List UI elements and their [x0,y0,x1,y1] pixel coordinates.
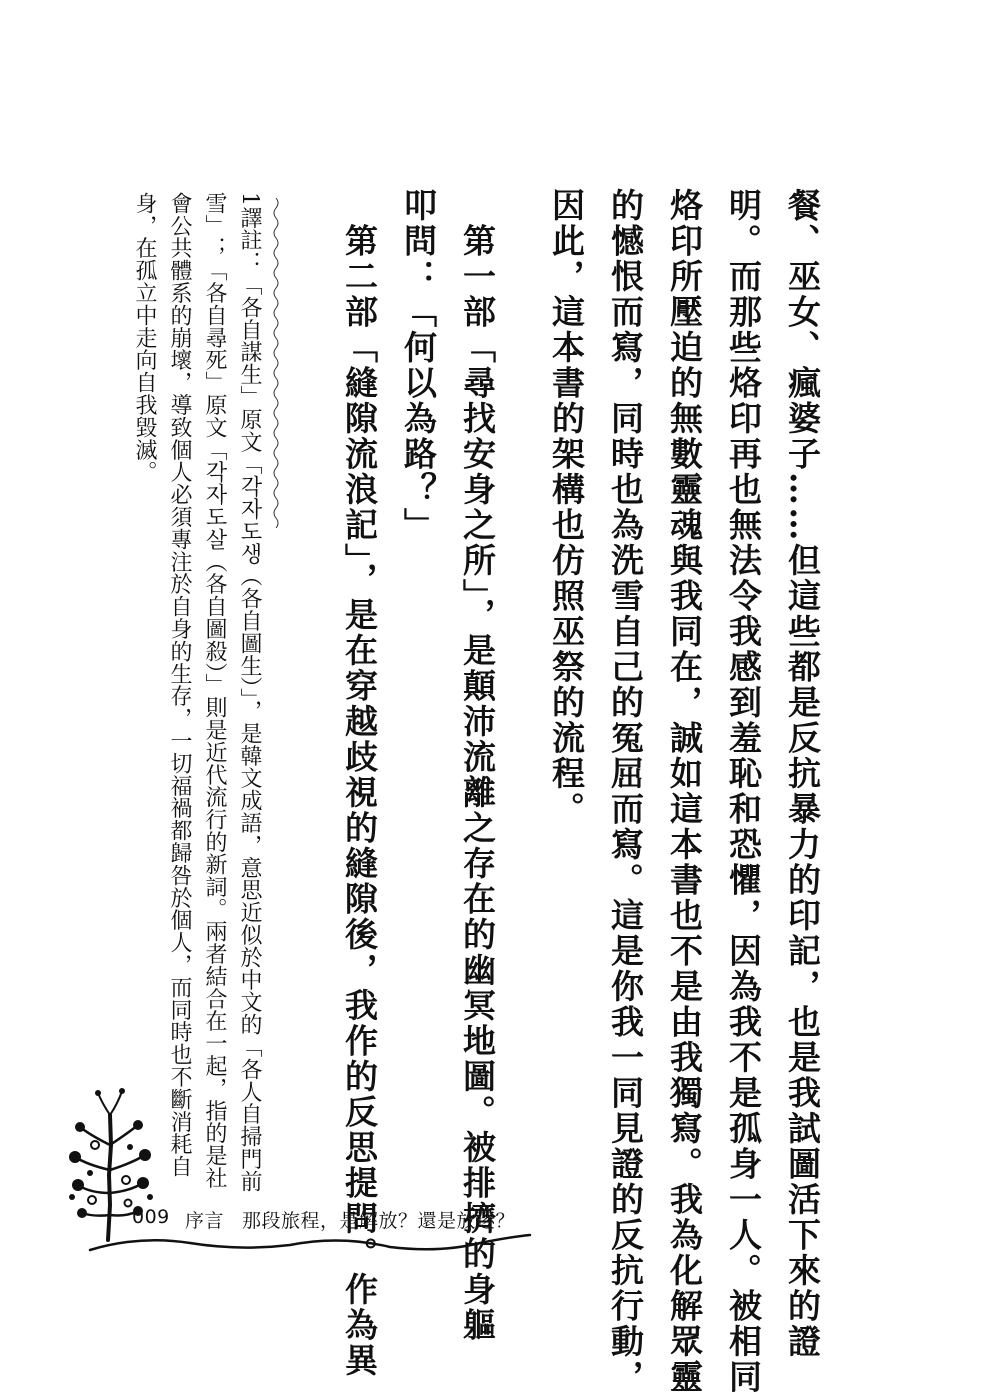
footnote-line-2: 雪」；「各自尋死」原文「각자도살（各自圖殺）」則是近代流行的新詞。兩者結合在一起，指的是社 [202,192,227,1189]
chapter-title: 那段旅程，是解放？還是放逐？ [242,1210,516,1232]
body-column-5: 因此，這本書的架構也仿照巫祭的流程。 [547,188,586,827]
body-column-6: 第一部「尋找安身之所」，是顛沛流離之存在的幽冥地圖。被排擠的身軀 [458,188,497,1343]
body-column-2: 明。而那些烙印再也無法令我感到羞恥和恐懼，因為我不是孤身一人。被相同 [724,188,763,1395]
section-label: 序言 [185,1210,225,1232]
body-column-1: 餐、巫女、瘋婆子……但這些都是反抗暴力的印記，也是我試圖活下來的證 [783,188,822,1360]
body-column-4: 的憾恨而寫，同時也為洗雪自己的冤屈而寫。這是你我一同見證的反抗行動， [606,188,645,1395]
footnote-line-4: 身，在孤立中走向自我毀滅。 [132,192,157,484]
running-head [185,1206,515,1233]
footnote-line-1: 1譯註：「各自謀生」原文「각자도생（各自圖生）」，是韓文成語，意思近似於中文的「各人自掃門前 [237,192,262,1193]
body-column-3: 烙印所壓迫的無數靈魂與我同在，誠如這本書也不是由我獨寫。我為化解眾靈 [665,188,704,1395]
body-column-7: 叩問：「何以為路？」 [399,188,438,543]
footnote-divider [270,198,282,528]
page-number: 009 [132,1206,170,1228]
tree-ornament-icon [60,1085,540,1285]
footnote-line-3: 會公共體系的崩壞，導致個人必須專注於自身的生存，一切福禍都歸咎於個人，而同時也不斷消耗自 [167,192,192,1178]
body-column-8: 第二部「縫隙流浪記」，是在穿越歧視的縫隙後，我作的反思提問。作為異 [340,188,379,1379]
